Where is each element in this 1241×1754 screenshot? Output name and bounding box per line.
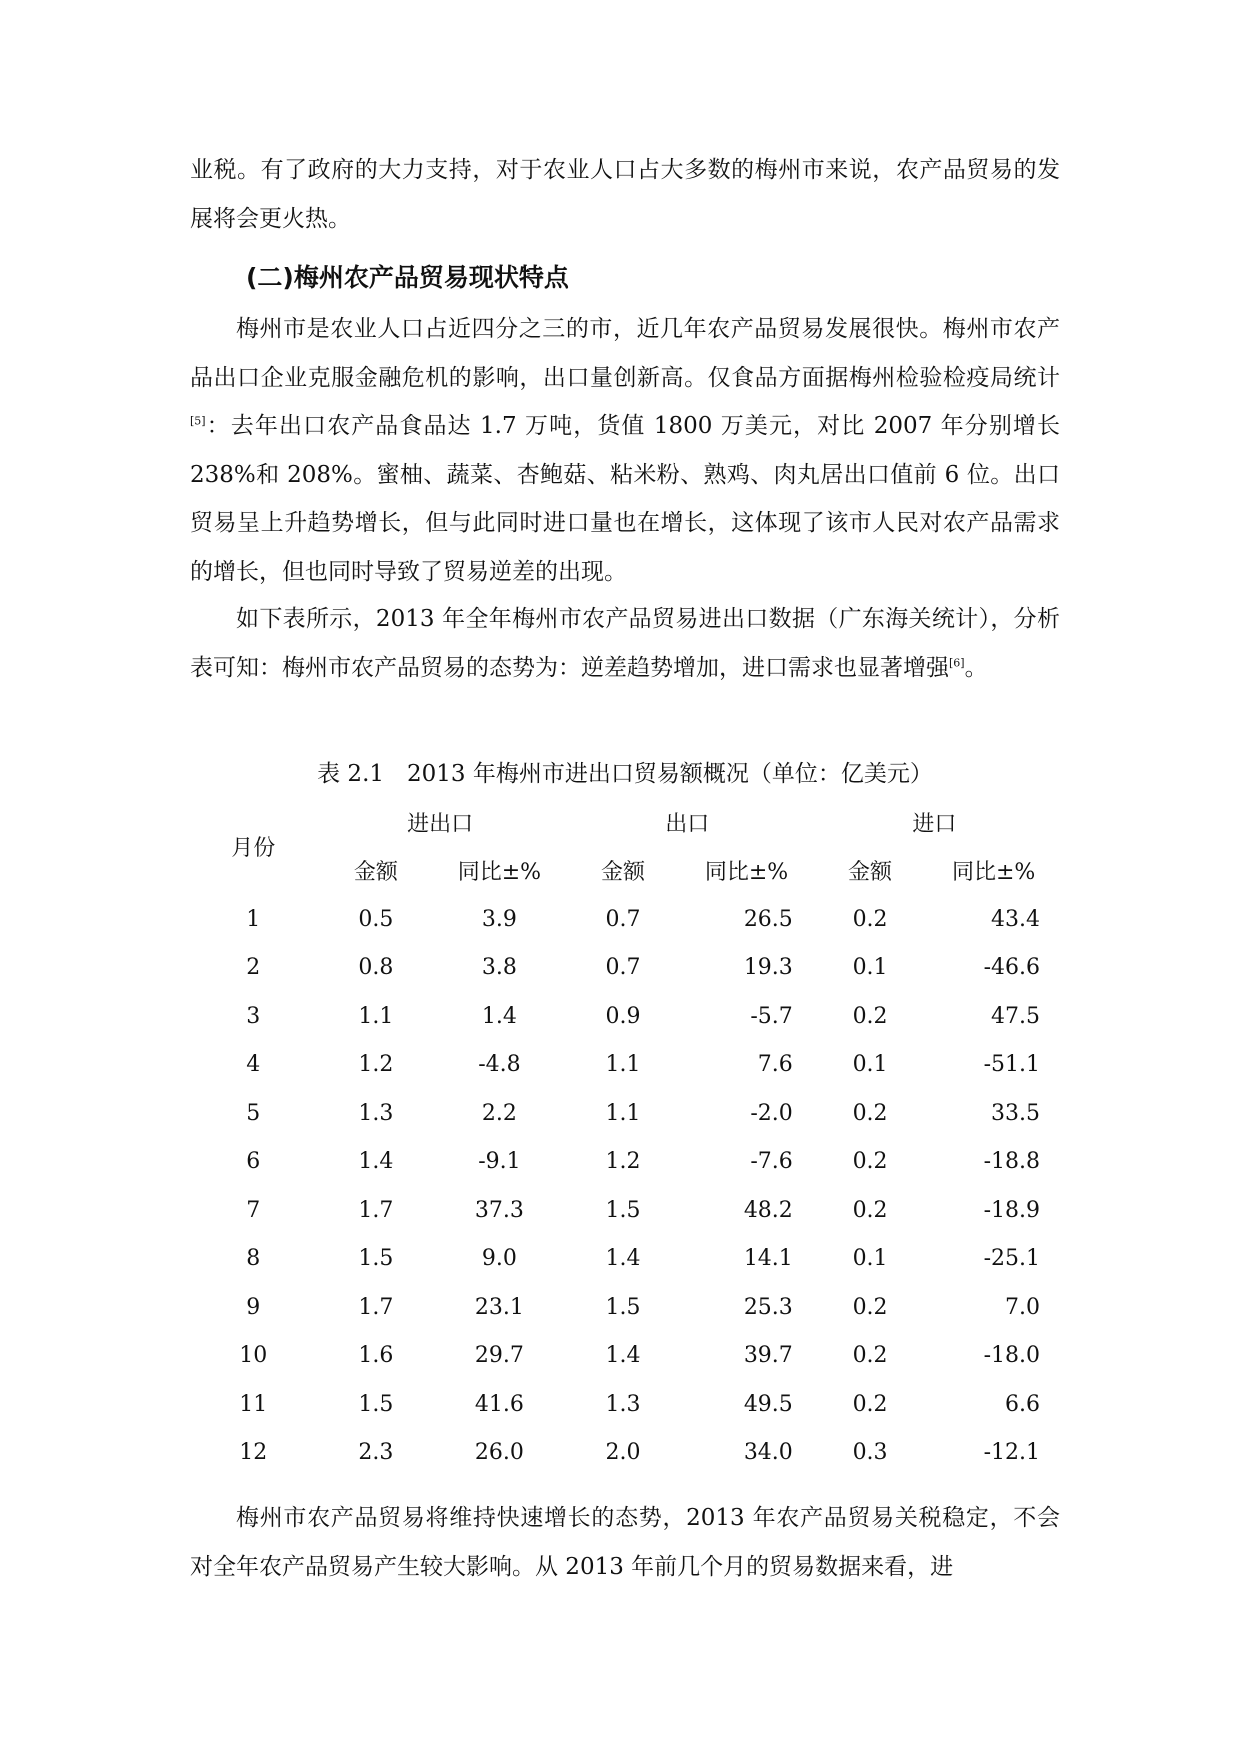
table-cell-value: -5.7: [750, 1003, 793, 1029]
table-row: [190, 1186, 1058, 1235]
section-heading: (二)梅州农产品贸易现状特点: [246, 263, 569, 292]
table-cell-value: 1.2: [605, 1149, 641, 1175]
table-cell-value: 0.1: [852, 1246, 888, 1272]
paragraph-status-text-b: ：去年出口农产品食品达 1.7 万吨，货值 1800 万美元，对比 2007 年分别增长 238%和 208%。蜜柚、蔬菜、杏鲍菇、粘米粉、熟鸡、肉丸居出口值前 6 位。出口贸易呈上升趋势增长，但与此同时进口量也在增长，这体现了该市人民对农产品需求的增长，但也同时导致了贸易逆差的出现。: [190, 413, 1060, 585]
paragraph-intro: 业税。有了政府的大力支持，对于农业人口占大多数的梅州市来说，农产品贸易的发展将会更火热。: [190, 157, 1060, 232]
header-amount: 金额: [848, 860, 893, 886]
table-cell-value: 1.1: [358, 1003, 394, 1029]
table-cell-month: 6: [246, 1149, 261, 1175]
table-cell-value: 1.1: [605, 1100, 641, 1126]
table-cell-month: 12: [239, 1440, 268, 1466]
table-cell-value: -46.6: [983, 955, 1040, 981]
table-cell-value: 39.7: [743, 1343, 793, 1369]
table-cell-value: -9.1: [478, 1149, 521, 1175]
table-cell-month: 5: [246, 1100, 261, 1126]
table-cell-month: 9: [246, 1294, 261, 1320]
header-amount: 金额: [353, 860, 398, 886]
table-row: [190, 944, 1058, 993]
table-row: [190, 895, 1058, 944]
table-cell-value: 41.6: [474, 1391, 524, 1417]
table-cell-value: 7.6: [757, 1052, 793, 1078]
table-row: [190, 1332, 1058, 1381]
table-cell-value: 0.9: [605, 1003, 641, 1029]
table-row: [190, 1089, 1058, 1138]
table-cell-value: -18.0: [983, 1343, 1040, 1369]
table-header: [190, 798, 1058, 895]
table-cell-value: 9.0: [481, 1246, 517, 1272]
table-header-row-sub: [190, 847, 1058, 896]
citation-ref-5: [5]: [190, 414, 206, 428]
table-cell-value: 0.1: [852, 955, 888, 981]
table-cell-value: 0.5: [358, 906, 394, 932]
table-cell-month: 10: [239, 1343, 268, 1369]
table-cell-value: 1.4: [481, 1003, 517, 1029]
table-cell-value: 47.5: [991, 1003, 1040, 1029]
table-cell-value: 1.6: [358, 1343, 394, 1369]
table-caption: 表 2.1 2013 年梅州市进出口贸易额概况（单位：亿美元）: [317, 761, 933, 787]
table-cell-value: 0.8: [358, 955, 394, 981]
header-month: 月份: [231, 836, 276, 861]
paragraph-table-intro-text-a: 如下表所示，2013 年全年梅州市农产品贸易进出口数据（广东海关统计），分析表可知：梅州市农产品贸易的态势为：逆差趋势增加，进口需求也显著增强: [190, 606, 1060, 681]
header-yoy: 同比±%: [704, 860, 789, 886]
paragraph-table-intro-text-b: 。: [964, 654, 988, 681]
table-cell-value: 7.0: [1005, 1294, 1040, 1320]
table-cell-value: 0.1: [852, 1052, 888, 1078]
table-cell-month: 1: [246, 906, 261, 932]
table-cell-value: 0.2: [852, 1100, 888, 1126]
paragraph-table-intro: [190, 595, 1060, 692]
table-cell-value: 1.4: [605, 1343, 641, 1369]
table-cell-value: -4.8: [478, 1052, 521, 1078]
table-cell-value: -18.8: [983, 1149, 1040, 1175]
table-cell-value: 6.6: [1005, 1391, 1040, 1417]
table-cell-value: 1.5: [605, 1197, 641, 1223]
table-cell-value: 0.2: [852, 1149, 888, 1175]
table-cell-value: -12.1: [983, 1440, 1040, 1466]
table-cell-value: 1.5: [358, 1391, 394, 1417]
table-cell-value: 14.1: [743, 1246, 793, 1272]
table-cell-value: 37.3: [474, 1197, 524, 1223]
table-cell-month: 11: [239, 1391, 268, 1417]
header-group-total: 进出口: [407, 811, 474, 837]
table-cell-value: 2.3: [358, 1440, 394, 1466]
table-cell-value: 26.5: [743, 906, 793, 932]
table-cell-value: 0.2: [852, 1391, 888, 1417]
table-cell-value: -2.0: [750, 1100, 793, 1126]
table-cell-value: -18.9: [983, 1197, 1040, 1223]
table-cell-value: 1.1: [605, 1052, 641, 1078]
table-cell-value: 33.5: [991, 1100, 1040, 1126]
table-row: [190, 1380, 1058, 1429]
trade-table: [190, 798, 1058, 1477]
table-cell-value: 23.1: [474, 1294, 524, 1320]
table-cell-value: 0.7: [605, 906, 641, 932]
table-cell-value: -51.1: [983, 1052, 1040, 1078]
table-row: [190, 1429, 1058, 1478]
header-amount: 金额: [600, 860, 645, 886]
table-cell-value: 0.2: [852, 906, 888, 932]
header-yoy: 同比±%: [951, 860, 1036, 886]
table-cell-value: 0.2: [852, 1343, 888, 1369]
table-row: [190, 1235, 1058, 1284]
table-cell-value: 1.3: [358, 1100, 394, 1126]
table-cell-value: 1.7: [358, 1197, 394, 1223]
table-cell-value: 25.3: [743, 1294, 793, 1320]
table-cell-value: 48.2: [743, 1197, 793, 1223]
header-group-export: 出口: [665, 811, 710, 837]
table-cell-value: 1.7: [358, 1294, 394, 1320]
header-yoy: 同比±%: [457, 860, 542, 886]
table-cell-value: 0.2: [852, 1003, 888, 1029]
table-row: [190, 1138, 1058, 1187]
table-cell-value: 1.3: [605, 1391, 641, 1417]
table-cell-value: -25.1: [983, 1246, 1040, 1272]
table-cell-value: 0.2: [852, 1294, 888, 1320]
citation-ref-6: [6]: [949, 655, 965, 669]
paragraph-status-text-a: 梅州市是农业人口占近四分之三的市，近几年农产品贸易发展很快。梅州市农产品出口企业克服金融危机的影响，出口量创新高。仅食品方面据梅州检验检疫局统计: [190, 316, 1060, 391]
table-cell-value: 19.3: [743, 955, 793, 981]
table-cell-value: 49.5: [743, 1391, 793, 1417]
table-body: [190, 895, 1058, 1477]
table-cell-value: 0.3: [852, 1440, 888, 1466]
table-row: [190, 1041, 1058, 1090]
table-cell-value: 2.0: [605, 1440, 641, 1466]
table-cell-month: 2: [246, 955, 261, 981]
table-cell-month: 8: [246, 1246, 261, 1272]
table-row: [190, 1283, 1058, 1332]
table-cell-value: 29.7: [474, 1343, 524, 1369]
table-cell-value: 3.8: [481, 955, 517, 981]
table-cell-value: 26.0: [474, 1440, 524, 1466]
table-cell-value: 2.2: [481, 1100, 517, 1126]
table-cell-month: 7: [246, 1197, 261, 1223]
table-cell-value: -7.6: [750, 1149, 793, 1175]
table-cell-value: 1.4: [358, 1149, 394, 1175]
table-cell-month: 3: [246, 1003, 261, 1029]
table-cell-value: 0.7: [605, 955, 641, 981]
table-cell-value: 1.5: [605, 1294, 641, 1320]
table-header-row-groups: [190, 798, 1058, 847]
table-row: [190, 992, 1058, 1041]
table-cell-value: 0.2: [852, 1197, 888, 1223]
table-cell-value: 43.4: [991, 906, 1040, 932]
table-cell-value: 1.5: [358, 1246, 394, 1272]
paragraph-status: [190, 305, 1060, 596]
table-cell-value: 3.9: [481, 906, 517, 932]
table-cell-value: 34.0: [743, 1440, 793, 1466]
table-cell-month: 4: [246, 1052, 261, 1078]
header-group-import: 进口: [912, 811, 957, 837]
table-cell-value: 1.4: [605, 1246, 641, 1272]
paragraph-outlook: 梅州市农产品贸易将维持快速增长的态势，2013 年农产品贸易关税稳定，不会对全年农产品贸易产生较大影响。从 2013 年前几个月的贸易数据来看，进: [190, 1505, 1060, 1580]
table-cell-value: 1.2: [358, 1052, 394, 1078]
